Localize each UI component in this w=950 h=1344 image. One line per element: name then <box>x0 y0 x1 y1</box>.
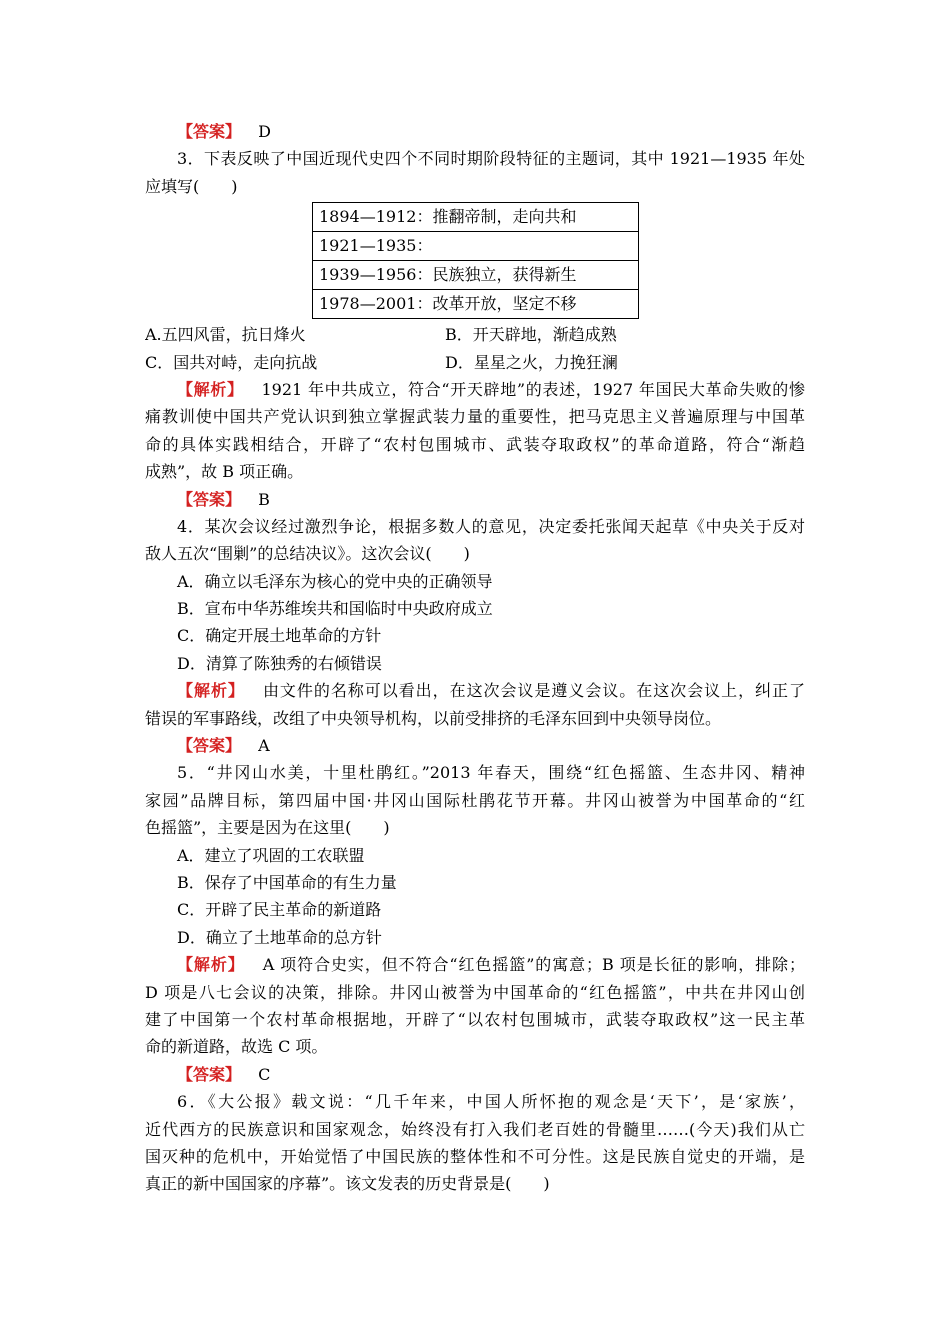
answer-value: A <box>258 736 270 756</box>
answer-label: 【答案】 <box>177 1064 242 1084</box>
q4-stem-line-1: 4．某次会议经过激烈争论，根据多数人的意见，决定委托张闻天起草《中央关于反对 <box>177 516 805 536</box>
answer-value: D <box>258 122 271 141</box>
analysis-text: A 项符合史实，但不符合“红色摇篮”的寓意；B 项是长征的影响，排除； <box>262 955 805 975</box>
option-c: C．国共对峙，走向抗战 <box>145 352 318 372</box>
table-cell: 1939—1956：民族独立，获得新生 <box>313 261 639 290</box>
analysis-text: 1921 年中共成立，符合“开天辟地”的表述，1927 年国民大革命失败的惨 <box>261 379 805 399</box>
q5-option-b: B．保存了中国革命的有生力量 <box>177 872 397 892</box>
q5-answer-line <box>145 1061 805 1088</box>
analysis-text: 由文件的名称可以看出，在这次会议是遵义会议。在这次会议上，纠正了 <box>262 681 805 701</box>
answer-label: 【答案】 <box>177 122 242 141</box>
q5-analysis-line-1 <box>145 951 805 978</box>
answer-label: 【答案】 <box>177 736 242 756</box>
q3-analysis-line-1 <box>145 376 805 403</box>
answer-value: B <box>258 489 270 509</box>
q4-analysis-line-1 <box>145 677 805 704</box>
analysis-label: 【解析】 <box>177 681 245 701</box>
option-d: D．星星之火，力挽狂澜 <box>445 352 618 372</box>
q5-option-d: D．确立了土地革命的总方针 <box>177 927 382 947</box>
q3-theme-table <box>312 202 639 319</box>
q3-stem-line-2: 应填写( ) <box>145 176 238 196</box>
table-cell: 1978—2001：改革开放，坚定不移 <box>313 290 639 319</box>
q3-answer-line <box>145 486 805 513</box>
q4-option-d: D．清算了陈独秀的右倾错误 <box>177 653 382 673</box>
analysis-label: 【解析】 <box>177 379 244 399</box>
q5-stem-line-2: 家园”品牌目标，第四届中国·井冈山国际杜鹃花节开幕。井冈山被誉为中国革命的“红 <box>145 790 805 810</box>
q3-options-row-1 <box>145 321 805 348</box>
q6-stem-line-4: 真正的新中国国家的序幕”。该文发表的历史背景是( ) <box>145 1174 550 1194</box>
q3-analysis-line-4: 成熟”，故 B 项正确。 <box>145 462 304 482</box>
q5-option-c: C．开辟了民主革命的新道路 <box>177 900 382 920</box>
q4-answer-line <box>145 732 805 759</box>
option-a: A.五四风雷，抗日烽火 <box>145 325 306 345</box>
q2-answer-line <box>145 118 805 145</box>
q6-stem-line-2: 近代西方的民族意识和国家观念，始终没有打入我们老百姓的骨髓里……(今天)我们从亡 <box>145 1119 805 1139</box>
q4-analysis-line-2: 错误的军事路线，改组了中央领导机构，以前受排挤的毛泽东回到中央领导岗位。 <box>145 708 722 728</box>
q5-option-a: A．建立了巩固的工农联盟 <box>177 845 365 865</box>
answer-value: C <box>258 1064 271 1084</box>
q4-stem-line-2: 敌人五次“围剿”的总结决议》。这次会议( ) <box>145 544 470 564</box>
q5-stem-line-3: 色摇篮”，主要是因为在这里( ) <box>145 818 390 838</box>
answer-label: 【答案】 <box>177 489 242 509</box>
q3-analysis-line-2: 痛教训使中国共产党认识到独立掌握武装力量的重要性，把马克思主义普遍原理与中国革 <box>145 407 805 427</box>
q3-stem-line-1: 3．下表反映了中国近现代史四个不同时期阶段特征的主题词，其中 1921—1935 年处 <box>177 149 805 169</box>
q6-stem-line-3: 国灭种的危机中，开始觉悟了中国民族的整体性和不可分性。这是民族自觉史的开端，是 <box>145 1146 805 1166</box>
q4-option-b: B．宣布中华苏维埃共和国临时中央政府成立 <box>177 599 493 619</box>
q4-option-a: A．确立以毛泽东为核心的党中央的正确领导 <box>177 571 493 591</box>
analysis-label: 【解析】 <box>177 955 245 975</box>
q3-analysis-line-3: 命的具体实践相结合，开辟了“农村包围城市、武装夺取政权”的革命道路，符合“渐趋 <box>145 434 805 454</box>
q5-stem-line-1: 5．“井冈山水美，十里杜鹃红。”2013 年春天，围绕“红色摇篮、生态井冈、精神 <box>177 763 805 783</box>
content-column <box>145 118 805 1198</box>
table-cell: 1894—1912：推翻帝制，走向共和 <box>313 203 639 232</box>
q5-analysis-line-4: 命的新道路，故选 C 项。 <box>145 1037 328 1057</box>
q6-stem-line-1: 6．《大公报》载文说：“几千年来，中国人所怀抱的观念是‘天下’，是‘家族’， <box>177 1092 805 1112</box>
q5-analysis-line-2: D 项是八七会议的决策，排除。井冈山被誉为中国革命的“红色摇篮”，中共在井冈山创 <box>145 982 805 1002</box>
q4-option-c: C．确定开展土地革命的方针 <box>177 626 382 646</box>
option-b: B．开天辟地，渐趋成熟 <box>445 325 617 345</box>
q3-options-row-2 <box>145 349 805 376</box>
q5-analysis-line-3: 建了中国第一个农村革命根据地，开辟了“以农村包围城市，武装夺取政权”这一民主革 <box>145 1009 805 1029</box>
table-cell: 1921—1935： <box>313 232 639 261</box>
